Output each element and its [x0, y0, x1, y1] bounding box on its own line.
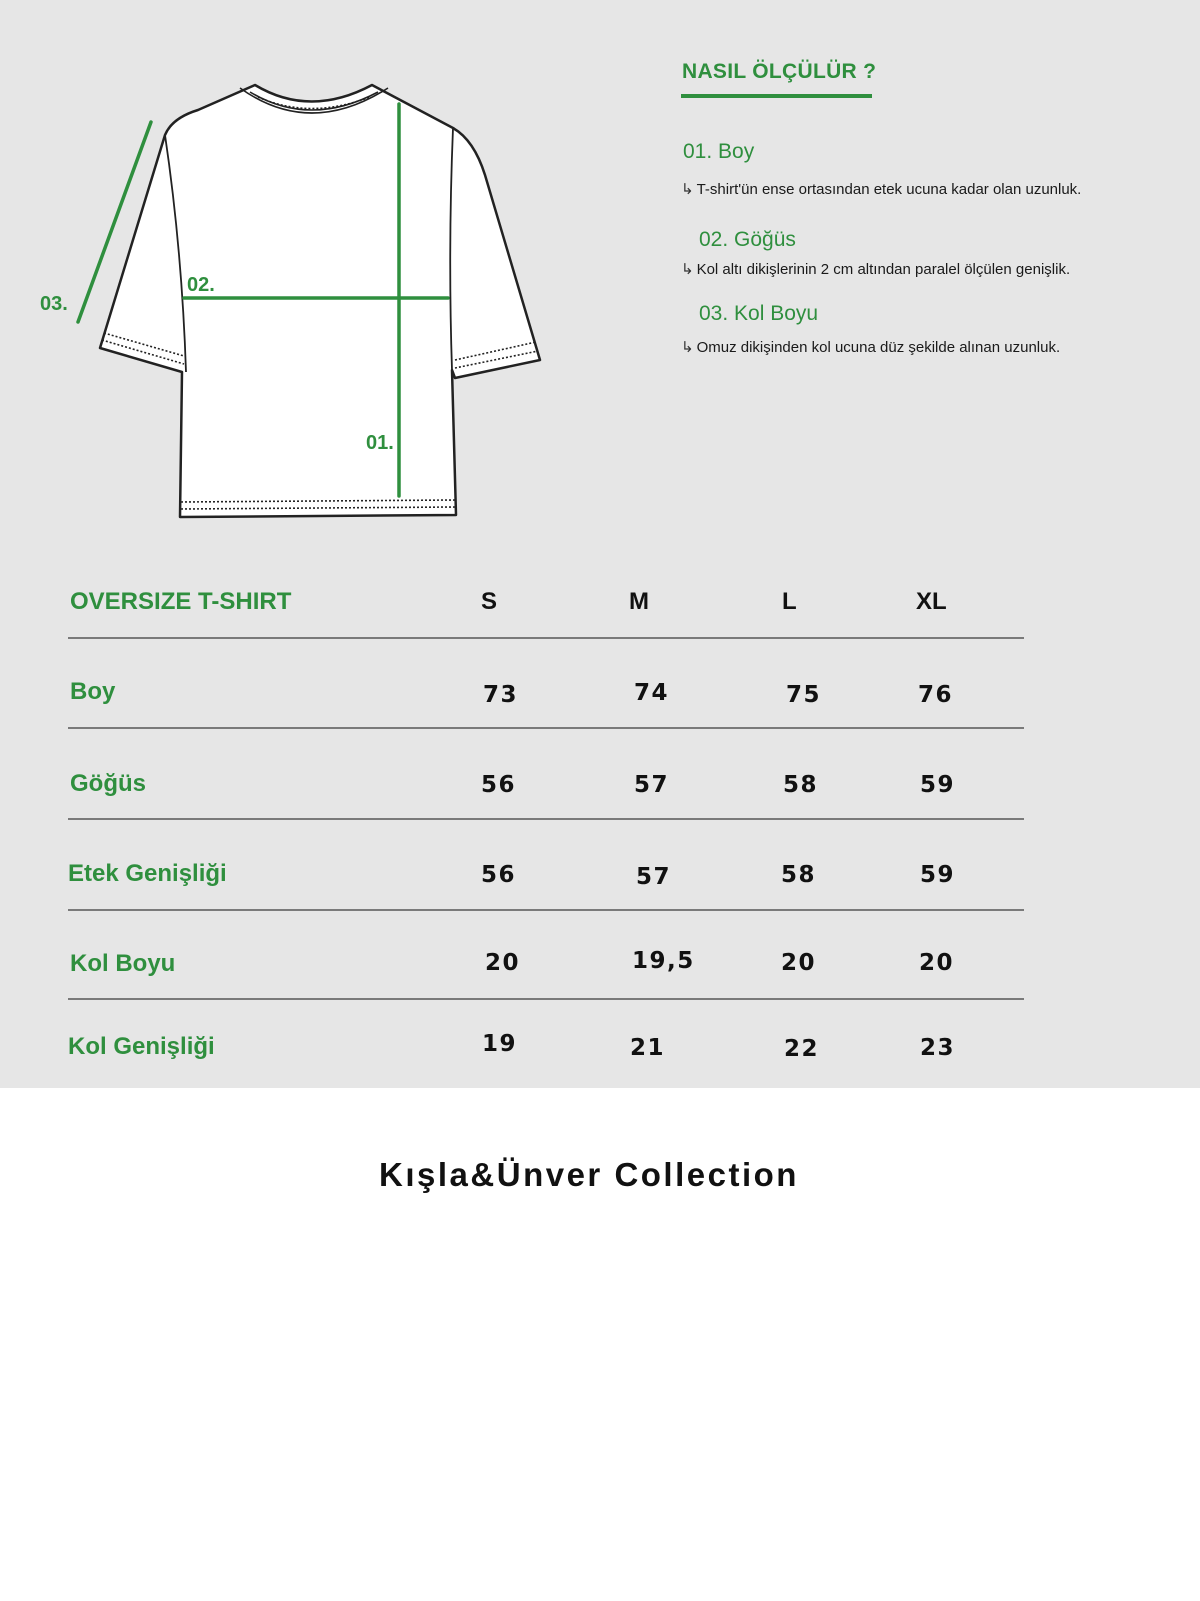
step-length-title: 01. Boy: [683, 140, 755, 163]
table-divider: [68, 818, 1024, 820]
row-label-kol-genisligi: Kol Genişliği: [68, 1033, 215, 1060]
step-chest-description: [681, 260, 1070, 278]
table-cell: 57: [634, 772, 670, 798]
table-cell: 20: [485, 950, 521, 976]
brand-name: Kışla&Ünver Collection: [379, 1156, 799, 1193]
arrow-icon: ↳: [681, 261, 694, 278]
step-chest-text: Kol altı dikişlerinin 2 cm altından paralel ölçülen genişlik.: [696, 260, 1071, 278]
table-divider: [68, 909, 1024, 911]
table-cell: 59: [920, 772, 956, 798]
table-cell: 19: [482, 1031, 518, 1057]
product-name: OVERSIZE T-SHIRT: [70, 588, 292, 615]
table-cell: 75: [786, 682, 822, 708]
table-cell: 58: [781, 862, 817, 888]
table-divider: [68, 727, 1024, 729]
step-sleeve-text: Omuz dikişinden kol ucuna düz şekilde alınan uzunluk.: [696, 338, 1061, 356]
size-header-xl: XL: [916, 588, 947, 615]
length-label: 01.: [366, 432, 394, 454]
table-cell: 58: [783, 772, 819, 798]
table-cell: 74: [634, 680, 670, 706]
table-cell: 20: [919, 950, 955, 976]
chest-label: 02.: [187, 274, 215, 296]
table-cell: 76: [918, 682, 954, 708]
table-divider: [68, 998, 1024, 1000]
table-cell: 19,5: [632, 948, 695, 974]
title-underline: [681, 94, 872, 98]
tshirt-outline: [100, 85, 540, 517]
table-cell: 57: [636, 864, 672, 890]
table-cell: 73: [483, 682, 519, 708]
step-length-text: T-shirt'ün ense ortasından etek ucuna kadar olan uzunluk.: [696, 180, 1082, 198]
table-divider: [68, 637, 1024, 639]
step-chest-title: 02. Göğüs: [699, 228, 796, 251]
size-header-l: L: [782, 588, 797, 615]
table-cell: 21: [630, 1035, 666, 1061]
row-label-boy: Boy: [70, 678, 116, 705]
size-header-s: S: [481, 588, 498, 615]
how-to-measure-title: NASIL ÖLÇÜLÜR ?: [682, 60, 877, 83]
row-label-etek-genisligi: Etek Genişliği: [68, 860, 227, 887]
step-sleeve-title: 03. Kol Boyu: [699, 302, 819, 325]
table-cell: 22: [784, 1036, 820, 1062]
step-sleeve-description: [681, 338, 1060, 356]
table-cell: 20: [781, 950, 817, 976]
size-header-m: M: [629, 588, 649, 615]
table-cell: 56: [481, 772, 517, 798]
row-label-kol-boyu: Kol Boyu: [70, 950, 176, 977]
table-cell: 56: [481, 862, 517, 888]
table-cell: 59: [920, 862, 956, 888]
row-label-gogus: Göğüs: [70, 770, 146, 797]
step-length-description: [681, 180, 1081, 198]
sleeve-label: 03.: [40, 293, 68, 315]
arrow-icon: ↳: [681, 339, 694, 356]
arrow-icon: ↳: [681, 181, 694, 198]
table-cell: 23: [920, 1035, 956, 1061]
tshirt-diagram: [0, 0, 560, 530]
